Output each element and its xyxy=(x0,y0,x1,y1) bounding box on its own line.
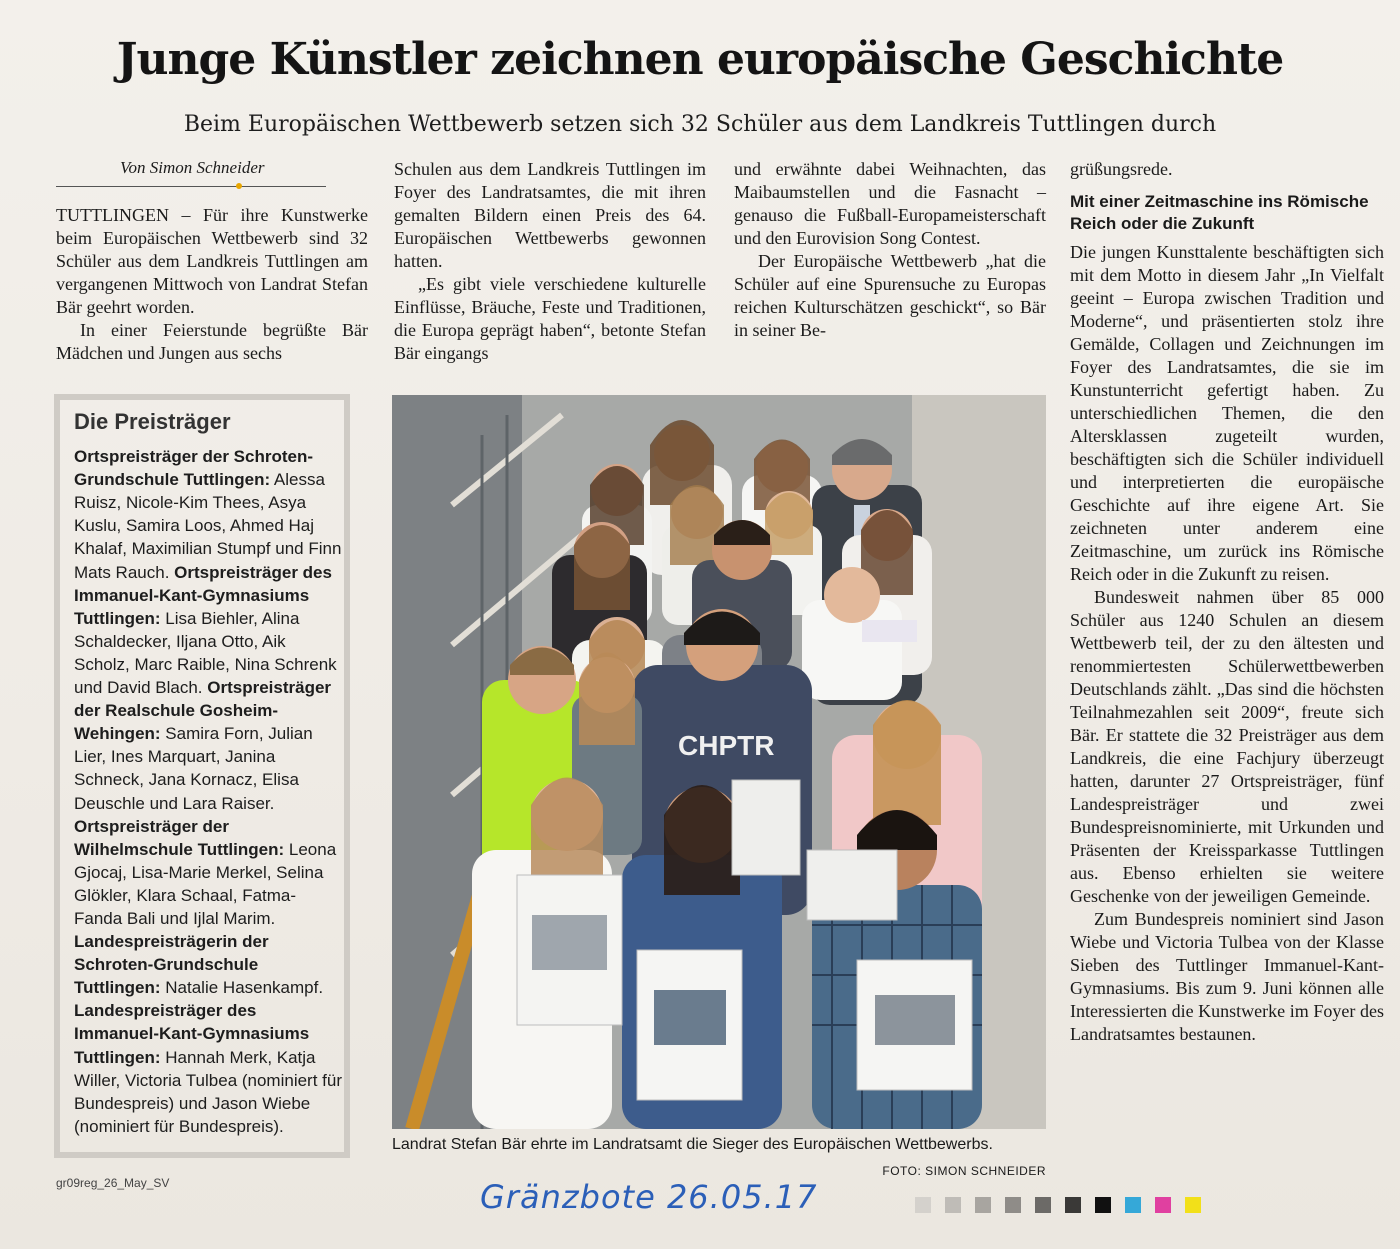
article-paragraph: Schulen aus dem Landkreis Tuttlingen im Foyer des Landratsamtes, die mit ihren gemalten Bildern einen Preis des 64. Europäischen Wettbewerbs gewonnen hatten. xyxy=(394,159,706,271)
school-heading: Ortspreisträger der Realschule Gosheim-Wehingen: xyxy=(74,678,332,744)
photo-caption: Landrat Stefan Bär ehrte im Landratsamt die Sieger des Europäischen Wettbewerbs. xyxy=(392,1136,993,1153)
article-paragraph: „Es gibt viele verschiedene kulturelle Einflüsse, Bräuche, Feste und Traditionen, die Europa geprägt haben“, betonte Stefan Bär eingangs xyxy=(394,274,706,363)
color-swatch xyxy=(1185,1197,1201,1213)
color-swatch xyxy=(945,1197,961,1213)
article-column-1 xyxy=(56,204,368,365)
group-photo-illustration xyxy=(392,395,1046,1129)
article-column-2 xyxy=(394,158,706,365)
section-heading: Mit einer Zeitmaschine ins Römische Reich oder die Zukunft xyxy=(1070,192,1369,233)
winners-box-title: Die Preisträger xyxy=(74,409,231,434)
winner-names: Natalie Hasenkampf. xyxy=(160,978,324,998)
school-heading: Landespreisträger des Immanuel-Kant-Gymnasiums Tuttlingen: xyxy=(74,1001,310,1067)
photo-credit: FOTO: SIMON SCHNEIDER xyxy=(882,1164,1046,1178)
subheadline: Beim Europäischen Wettbewerb setzen sich 32 Schüler aus dem Landkreis Tuttlingen durch xyxy=(183,112,1217,137)
photo-shirt-text: CHPTR xyxy=(678,730,775,761)
byline-rule xyxy=(56,186,326,187)
byline: Von Simon Schneider xyxy=(120,158,265,177)
handwritten-note: Gränzbote 26.05.17 xyxy=(480,1178,818,1216)
headline: Junge Künstler zeichnen europäische Geschichte xyxy=(116,34,1284,85)
school-heading: Ortspreisträger der Schroten-Grundschule Tuttlingen: xyxy=(74,447,314,490)
article-paragraph: Zum Bundespreis nominiert sind Jason Wiebe und Victoria Tulbea von der Klasse Sieben des Tuttlinger Immanuel-Kant-Gymnasiums. Bis zum 9. Juni können alle Interessierten die Kunstwerke im Foyer des Landratsamtes bestaunen. xyxy=(1070,909,1384,1044)
school-heading: Ortspreisträger des Immanuel-Kant-Gymnasiums Tuttlingen: xyxy=(74,562,332,628)
photo-caption-block xyxy=(392,1135,1046,1178)
winner-names: Lisa Biehler, Alina Schaldecker, Iljana Otto, Aik Scholz, Marc Raible, Nina Schrenk und David Blach. xyxy=(74,608,337,698)
winner-names: Alessa Ruisz, Nicole-Kim Thees, Asya Kuslu, Samira Loos, Ahmed Haj Khalaf, Maximilian Stumpf und Finn Mats Rauch. xyxy=(74,470,342,582)
article-paragraph: TUTTLINGEN – Für ihre Kunstwerke beim Europäischen Wettbewerb sind 32 Schüler aus dem Landkreis Tuttlingen am vergangenen Mittwoch von Landrat Stefan Bär geehrt worden. xyxy=(56,205,368,317)
color-swatch xyxy=(915,1197,931,1213)
color-swatch xyxy=(975,1197,991,1213)
footer-code: gr09reg_26_May_SV xyxy=(56,1176,170,1190)
article-paragraph: Die jungen Kunsttalente beschäftigten sich mit dem Motto in diesem Jahr „In Vielfalt geeint – Europa zwischen Tradition und Moderne“, und präsentierten stolz ihre Gemälde, Collagen und Zeichnungen im Foyer des Landratsamtes, die sie im Kunstunterricht gefertigt haben. Zu unterschiedlichen Themen, die den Altersklassen zugeteilt wurden, beschäftigten sich die Schüler individuell und interpretierten die europäische Geschichte auf ihre eigene Art. Sie zeichneten unter anderem eine Zeitmaschine, um zurück ins Römische Reich oder in die Zukunft zu reisen. xyxy=(1070,242,1384,584)
color-swatch xyxy=(1005,1197,1021,1213)
color-calibration-bar xyxy=(915,1197,1201,1213)
color-swatch xyxy=(1095,1197,1111,1213)
article-paragraph: Der Europäische Wettbewerb „hat die Schüler auf eine Spurensuche zu Europas reichen Kulturschätzen geschickt“, so Bär in seiner Be- xyxy=(734,251,1046,340)
article-paragraph: Bundesweit nahmen über 85 000 Schüler aus 1240 Schulen an diesem Wettbewerb teil, der zu den ältesten und renommiertesten Schülerwettbewerben Deutschlands zählt. „Das sind die höchsten Teilnahmezahlen seit 2009“, freute sich Bär. Er stattete die 32 Preisträger aus dem Landkreis, die eine Fachjury überzeugt hatten, darunter 27 Ortspreisträger, fünf Landespreisträger und zwei Bundespreisnominierte, mit Urkunden und Präsenten der Kreissparkasse Tuttlingen aus. Ebenso erhielten sie weitere Geschenke von der jeweiligen Gemeinde. xyxy=(1070,587,1384,906)
color-swatch xyxy=(1065,1197,1081,1213)
winners-list xyxy=(74,445,344,1138)
article-paragraph: und erwähnte dabei Weihnachten, das Maibaumstellen und die Fasnacht – genauso die Fußball-Europameisterschaft und den Eurovision Song Contest. xyxy=(734,159,1046,248)
article-paragraph: In einer Feierstunde begrüßte Bär Mädchen und Jungen aus sechs xyxy=(56,320,368,363)
group-photo xyxy=(392,395,1046,1129)
winner-names: Samira Forn, Julian Lier, Ines Marquart, Janina Schneck, Jana Kornacz, Elisa Deuschle und Lara Raiser. xyxy=(74,724,313,813)
color-swatch xyxy=(1125,1197,1141,1213)
winner-names: Leona Gjocaj, Lisa-Marie Merkel, Selina Glökler, Klara Schaal, Fatma-Fanda Bali und Ijlal Marim. xyxy=(74,839,337,928)
bleed-through-text-left xyxy=(0,0,60,200)
school-heading: Landespreisträgerin der Schroten-Grundschule Tuttlingen: xyxy=(74,932,269,998)
article-column-4 xyxy=(1070,158,1384,1046)
color-swatch xyxy=(1035,1197,1051,1213)
byline-accent-dot xyxy=(236,183,242,189)
article-column-3 xyxy=(734,158,1046,342)
color-swatch xyxy=(1155,1197,1171,1213)
winner-names: Hannah Merk, Katja Willer, Victoria Tulbea (nominiert für Bundespreis) und Jason Wiebe (nominiert für Bundespreis). xyxy=(74,1047,343,1136)
school-heading: Ortspreisträger der Wilhelmschule Tuttlingen: xyxy=(74,816,285,859)
winners-box xyxy=(54,394,350,1158)
article-paragraph: grüßungsrede. xyxy=(1070,159,1173,179)
